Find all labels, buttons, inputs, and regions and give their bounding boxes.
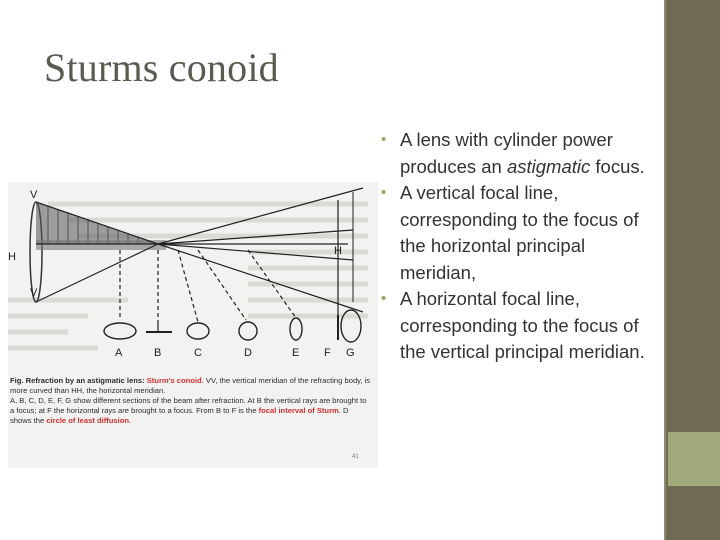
- bullet-list: [378, 127, 648, 366]
- label-c: C: [194, 347, 202, 359]
- bullet-2-text: A vertical focal line, corresponding to the focus of the horizontal principal meridian,: [400, 182, 639, 283]
- figure-caption: [10, 376, 372, 426]
- bullet-1-text: A lens with cylinder power produces an: [400, 129, 613, 177]
- caption-conoid: Sturm's conoid: [146, 376, 202, 385]
- sturm-conoid-figure: [8, 182, 378, 468]
- bullet-dot-icon: •: [381, 184, 387, 201]
- caption-line1: . VV, the vertical meridian of the refracting body, is more curved than HH, the horizontal meridian.: [10, 376, 371, 395]
- bullet-1-italic: astigmatic: [506, 155, 591, 177]
- label-h-left: H: [8, 251, 16, 263]
- label-f: F: [324, 347, 331, 359]
- label-h-right: H: [334, 245, 342, 257]
- label-e: E: [292, 347, 300, 359]
- caption-end: .: [129, 416, 132, 425]
- label-b: B: [154, 347, 162, 359]
- bullet-item: [378, 127, 648, 180]
- bullet-dot-icon: •: [381, 131, 387, 148]
- label-v-top: V: [30, 189, 38, 201]
- label-g: G: [346, 347, 355, 359]
- bullet-item: [378, 286, 648, 366]
- figure-page-number: 41: [352, 454, 359, 460]
- caption-mid: . D shows the: [10, 406, 349, 425]
- side-accent-block: [668, 432, 720, 486]
- caption-interval: focal interval of Sturm: [258, 406, 339, 415]
- bullet-3-text: A horizontal focal line, corresponding to the focus of the vertical principal meridian.: [400, 288, 645, 362]
- label-v-bottom: V: [30, 287, 38, 299]
- bullet-1-post: focus.: [590, 155, 645, 177]
- label-a: A: [115, 347, 123, 359]
- slide-title: Sturms conoid: [44, 45, 279, 90]
- bullet-dot-icon: •: [381, 290, 387, 307]
- caption-prefix: Fig. Refraction by an astigmatic lens:: [10, 376, 147, 385]
- bullet-item: [378, 180, 648, 286]
- caption-circle: circle of least diffusion: [46, 416, 130, 425]
- caption-line2: A, B, C, D, E, F, G show different sections of the beam after refraction. At B the vertical rays are brought to a focus; at F the horizontal rays are brought to a focus. From B to F is the: [10, 396, 367, 415]
- label-d: D: [244, 347, 252, 359]
